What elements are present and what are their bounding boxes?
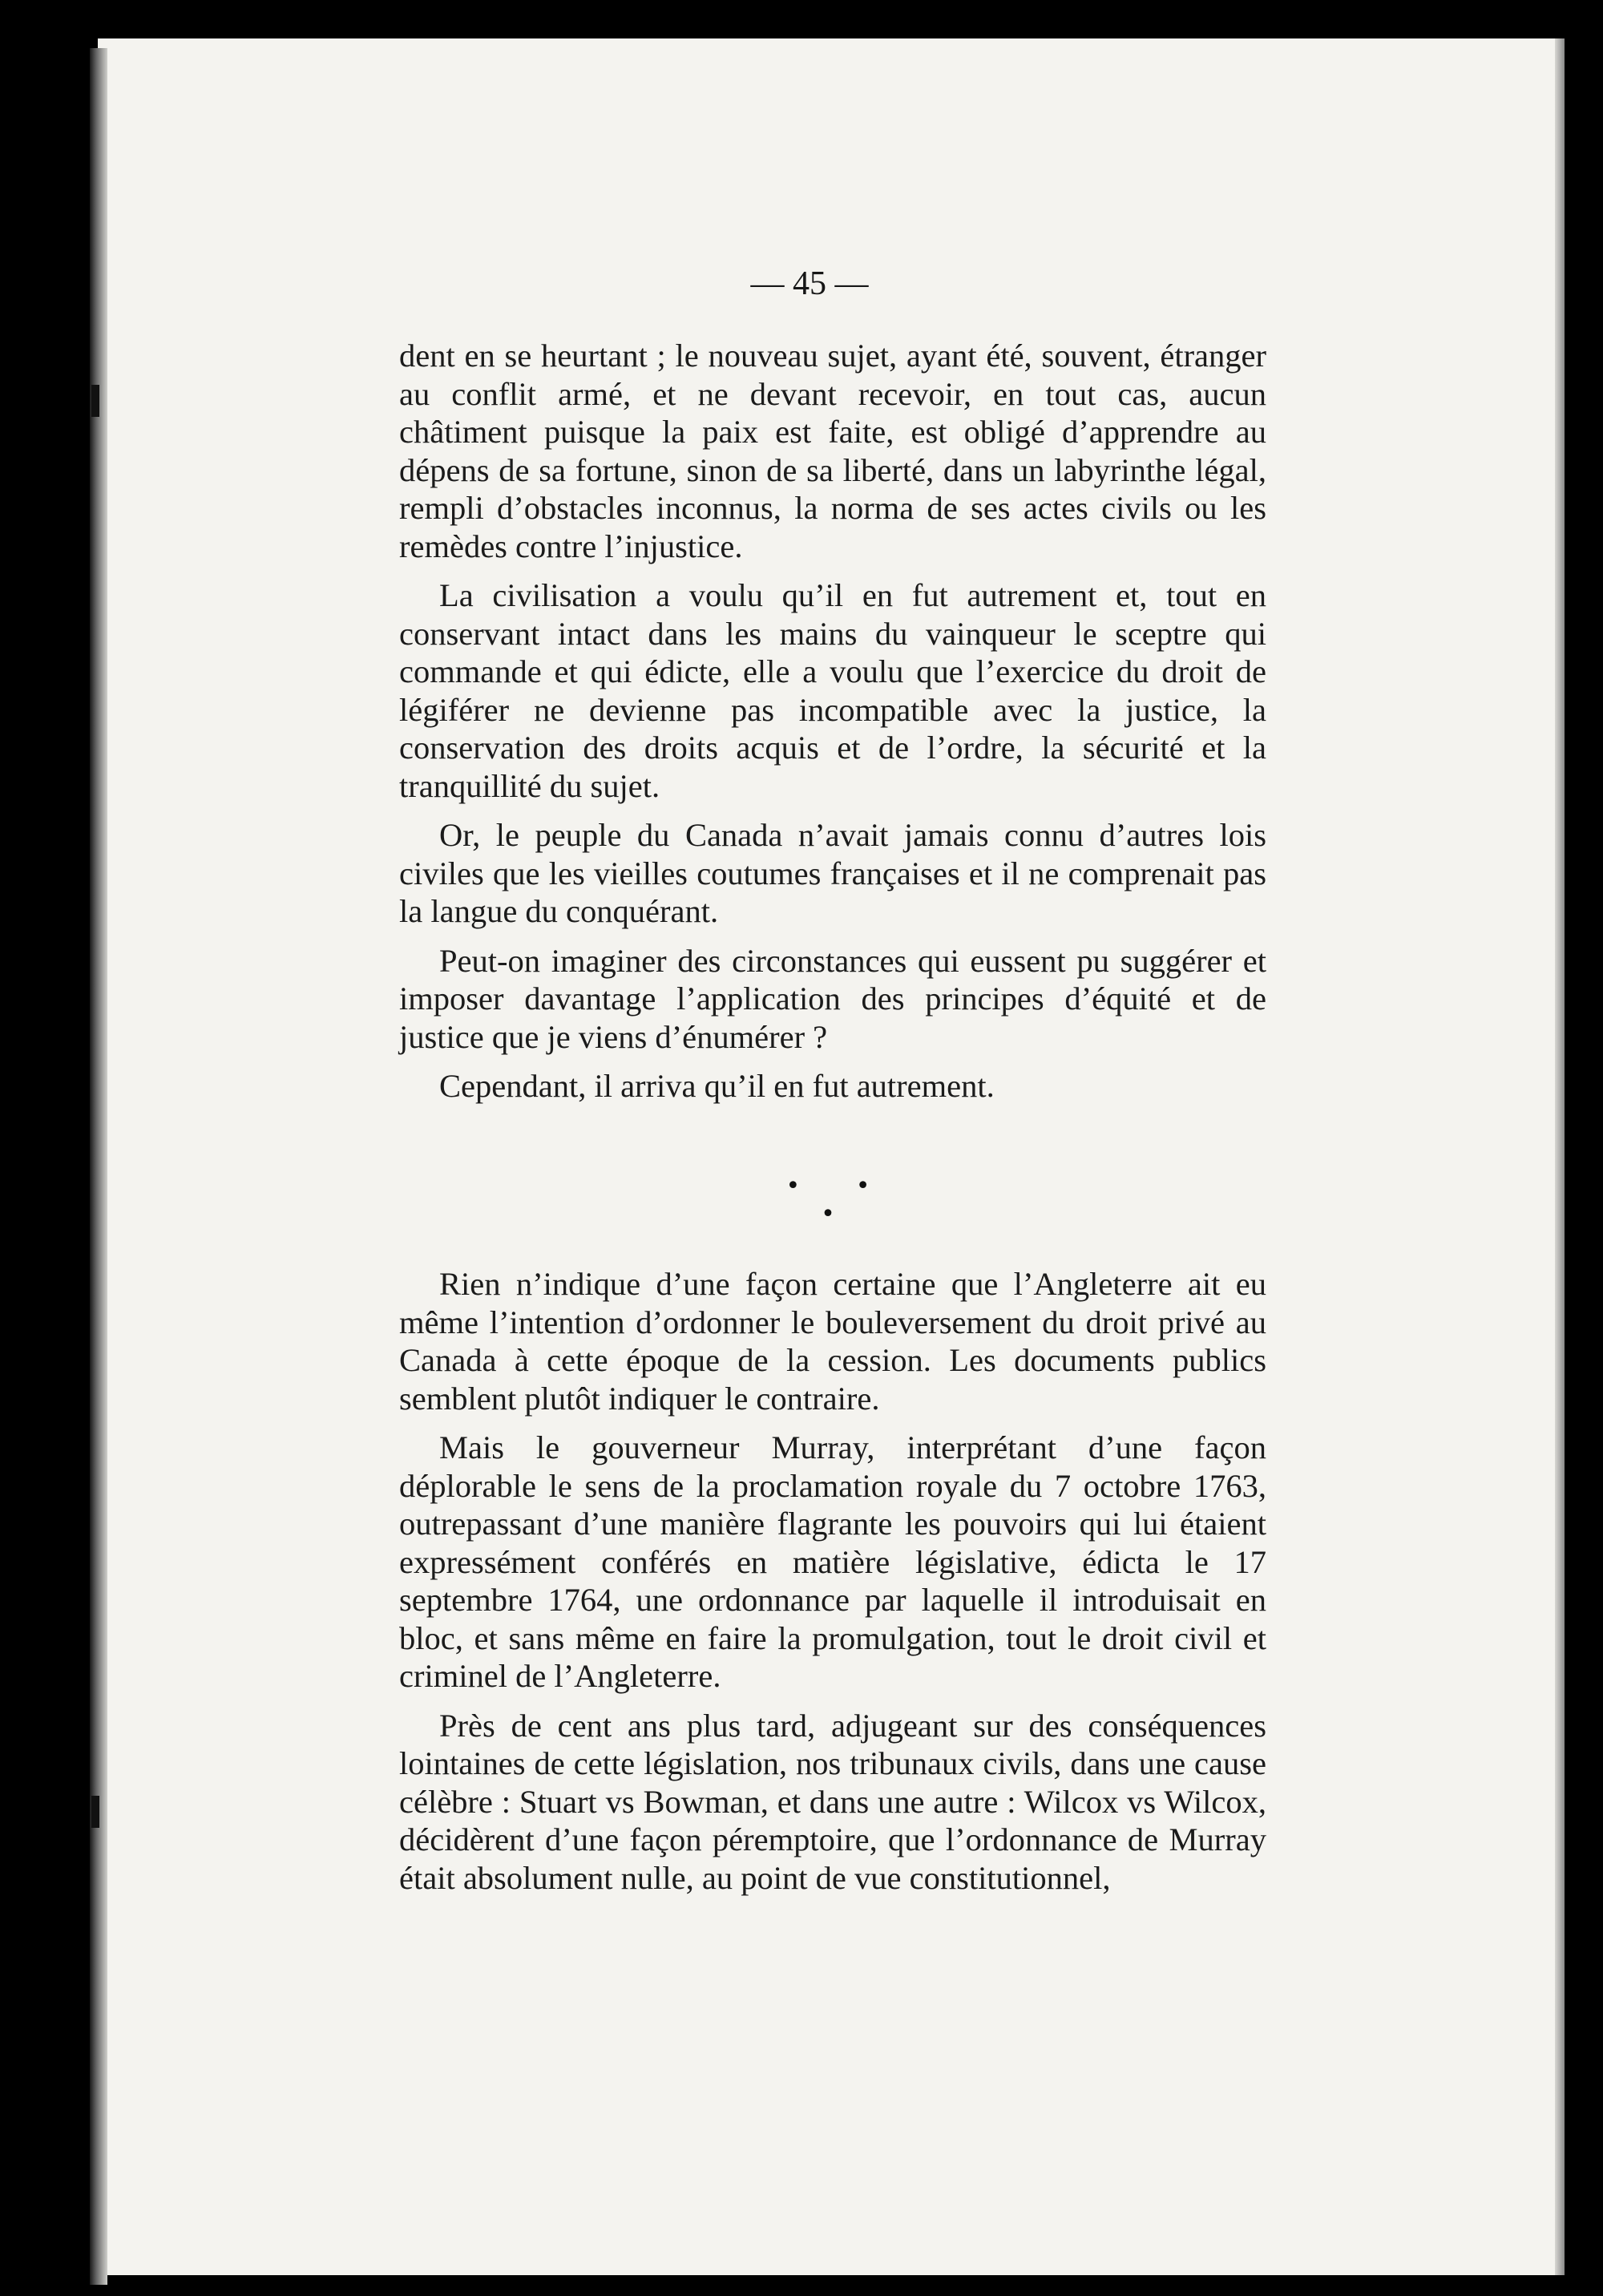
paragraph: Or, le peuple du Canada n’avait jamais connu d’autres lois civiles que les vieilles coutumes françaises et il ne comprenait pas la langue du conquérant. [399, 817, 1266, 929]
paragraph: Rien n’indique d’une façon certaine que l’Angleterre ait eu même l’intention d’ordonner le bouleversement du droit privé au Canada à cette époque de la cession. Les documents publics semblent plutôt indiquer le contraire. [399, 1266, 1266, 1417]
text-section-2 [399, 1265, 1266, 1897]
binding-mark [91, 1796, 99, 1828]
binding-edge [90, 48, 107, 2285]
text-section-1 [399, 337, 1266, 1106]
paragraph: Cependant, il arriva qu’il en fut autrement. [439, 1068, 995, 1104]
paragraph: La civilisation a voulu qu’il en fut autrement et, tout en conservant intact dans les mains du vainqueur le sceptre qui commande et qui édicte, elle a voulu que l’exercice du droit de légiférer ne devienne pas incompatible avec la justice, la conservation des droits acquis et de l’ordre, la sécurité et la tranquillité du sujet. [399, 577, 1266, 804]
section-separator: • • • [785, 1172, 894, 1228]
page-number: — 45 — [750, 265, 869, 302]
page-right-edge [1555, 38, 1565, 2275]
binding-mark [91, 385, 99, 417]
paragraph: dent en se heurtant ; le nouveau sujet, ayant été, souvent, étranger au conflit armé, et ne devant recevoir, en tout cas, aucun châtiment puisque la paix est faite, est obligé d’apprendre au dépens de sa fortune, sinon de sa liberté, dans un labyrinthe légal, rempli d’obstacles inconnus, la norma de ses actes civils ou les remèdes contre l’injustice. [399, 338, 1266, 564]
paragraph: Près de cent ans plus tard, adjugeant sur des conséquences lointaines de cette législation, nos tribunaux civils, dans une cause célèbre : Stuart vs Bowman, et dans une autre : Wilcox vs Wilcox, décidèrent d’une façon péremptoire, que l’ordonnance de Murray était absolument nulle, au point de vue constitutionnel, [399, 1707, 1266, 1896]
paragraph: Peut-on imaginer des circonstances qui eussent pu suggérer et imposer davantage l’application des principes d’équité et de justice que je viens d’énumérer ? [399, 942, 1266, 1055]
paragraph: Mais le gouverneur Murray, interprétant d’une façon déplorable le sens de la proclamation royale du 7 octobre 1763, outrepassant d’une manière flagrante les pouvoirs qui lui étaient expressément conférés en matière législative, édicta le 17 septembre 1764, une ordonnance par laquelle il introduisait en bloc, et sans même en faire la promulgation, tout le droit civil et criminel de l’Angleterre. [399, 1429, 1266, 1694]
